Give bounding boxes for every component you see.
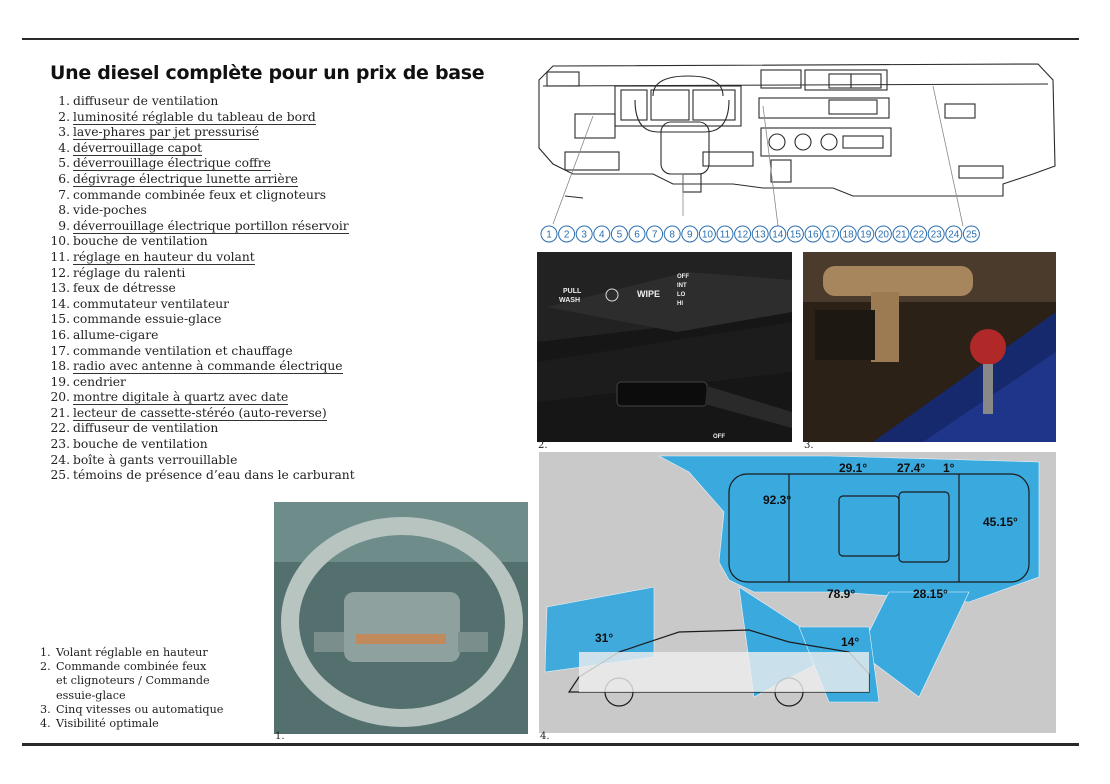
equipment-text: commande essuie-glace (73, 312, 222, 327)
equipment-text: commande ventilation et chauffage (73, 343, 293, 358)
equipment-text: montre digitale à quartz avec date (73, 390, 289, 405)
callout-number (541, 226, 557, 242)
equipment-number: 22. (50, 421, 70, 436)
angle-front-right: 27.4° (897, 461, 926, 475)
equipment-text: radio avec antenne à commande électrique (73, 359, 343, 374)
photo-captions (40, 646, 223, 731)
equipment-number: 7. (58, 187, 70, 202)
equipment-text: déverrouillage capot (73, 140, 203, 155)
callout-number (559, 226, 575, 242)
callout-label: 4 (599, 229, 605, 241)
equipment-text: feux de détresse (73, 281, 176, 296)
equipment-number: 18. (50, 359, 70, 374)
equipment-item (44, 437, 355, 453)
equipment-number: 16. (50, 327, 70, 342)
callout-label: 9 (687, 229, 693, 241)
equipment-item (44, 375, 355, 391)
callout-number (699, 226, 715, 242)
equipment-text: réglage du ralenti (73, 265, 186, 280)
equipment-text: déverrouillage électrique portillon réservoir (73, 218, 349, 233)
equipment-text: témoins de présence d’eau dans le carburant (73, 468, 355, 483)
caption-number: 3. (40, 702, 51, 716)
equipment-item (44, 328, 355, 344)
caption-text: et clignoteurs / Commande (56, 674, 210, 688)
caption-number: 2. (40, 660, 51, 674)
equipment-item (44, 156, 355, 172)
callout-number (717, 226, 733, 242)
caption-item (40, 703, 223, 717)
equipment-item (44, 468, 355, 484)
callout-label: 3 (581, 229, 587, 241)
equipment-text: boîte à gants verrouillable (73, 452, 238, 467)
equipment-number: 21. (50, 405, 70, 420)
equipment-item (44, 203, 355, 219)
stalk-int-label: INT (677, 283, 687, 289)
equipment-item (44, 234, 355, 250)
callout-number (963, 226, 979, 242)
angle-front-left: 29.1° (839, 461, 868, 475)
equipment-item (44, 219, 355, 235)
equipment-item (44, 141, 355, 157)
callout-number (664, 226, 680, 242)
angle-left-side: 92.3° (763, 493, 792, 507)
callout-number (946, 226, 962, 242)
equipment-number: 12. (50, 265, 70, 280)
callout-number (611, 226, 627, 242)
equipment-number: 20. (50, 390, 70, 405)
equipment-text: cendrier (73, 374, 126, 389)
equipment-item (44, 344, 355, 360)
equipment-text: luminosité réglable du tableau de bord (73, 109, 316, 124)
equipment-number: 19. (50, 374, 70, 389)
caption-text: Volant réglable en hauteur (56, 646, 208, 659)
equipment-number: 11. (50, 249, 70, 264)
callout-number (823, 226, 839, 242)
callout-number (805, 226, 821, 242)
equipment-text: allume-cigare (73, 327, 159, 342)
callout-number (875, 226, 891, 242)
page-title: Une diesel complète pour un prix de base (50, 62, 485, 84)
equipment-text: déverrouillage électrique coffre (73, 156, 271, 171)
callout-label: 10 (701, 229, 713, 241)
callout-number (735, 226, 751, 242)
callout-number (840, 226, 856, 242)
equipment-number: 17. (50, 343, 70, 358)
callout-label: 1 (546, 229, 552, 241)
gear-shift-photo (803, 252, 1056, 442)
steering-wheel-photo (274, 502, 528, 734)
equipment-number: 1. (58, 94, 70, 108)
caption-item (40, 717, 223, 731)
caption-text: essuie-glace (56, 688, 126, 702)
angle-windshield: 31° (595, 631, 614, 645)
stalk-lights-off-label: OFF (713, 434, 725, 440)
caption-item (40, 646, 223, 660)
stalk-off-label: OFF (677, 274, 689, 280)
caption-item (40, 660, 223, 703)
equipment-number: 2. (58, 109, 70, 124)
equipment-text: bouche de ventilation (73, 437, 208, 452)
callout-number (911, 226, 927, 242)
callout-number-row (540, 222, 995, 246)
callout-number (594, 226, 610, 242)
caption-number: 4. (40, 717, 51, 731)
equipment-item (44, 266, 355, 282)
equipment-number: 10. (50, 234, 70, 249)
callout-number (858, 226, 874, 242)
equipment-text: commande combinée feux et clignoteurs (73, 187, 327, 202)
callout-label: 21 (895, 229, 907, 241)
equipment-number: 14. (50, 296, 70, 311)
stalk-pull-label: PULL (563, 288, 582, 295)
equipment-text: diffuseur de ventilation (73, 421, 219, 436)
visibility-diagram (539, 452, 1056, 733)
angle-front-narrow: 1° (943, 461, 955, 475)
equipment-text: diffuseur de ventilation (73, 94, 219, 108)
equipment-item (44, 172, 355, 188)
photo-4-label: 4. (540, 731, 550, 742)
callout-number (629, 226, 645, 242)
callout-label: 14 (772, 229, 784, 241)
callout-number (576, 226, 592, 242)
equipment-number: 3. (58, 125, 70, 140)
callout-label: 20 (877, 229, 889, 241)
callout-label: 25 (965, 229, 977, 241)
equipment-item (44, 297, 355, 313)
callout-label: 12 (737, 229, 749, 241)
callout-label: 18 (842, 229, 854, 241)
angle-rear-right: 28.15° (913, 587, 948, 601)
equipment-text: lecteur de cassette-stéréo (auto-reverse) (73, 405, 327, 420)
callout-label: 17 (825, 229, 837, 241)
callout-number (893, 226, 909, 242)
equipment-item (44, 125, 355, 141)
equipment-item (44, 390, 355, 406)
angle-rear-left: 78.9° (827, 587, 856, 601)
equipment-number: 15. (50, 312, 70, 327)
equipment-item (44, 188, 355, 204)
equipment-text: commutateur ventilateur (73, 296, 230, 311)
equipment-number: 6. (58, 171, 70, 186)
combination-switch-photo (537, 252, 792, 442)
photo-2-label: 2. (538, 440, 548, 451)
callout-number (647, 226, 663, 242)
equipment-text: dégivrage électrique lunette arrière (73, 171, 298, 186)
callout-label: 11 (719, 229, 731, 241)
equipment-number: 23. (50, 437, 70, 452)
equipment-text: lave-phares par jet pressurisé (73, 125, 260, 140)
equipment-number: 4. (58, 140, 70, 155)
equipment-number: 5. (58, 156, 70, 171)
callout-label: 5 (616, 229, 623, 241)
equipment-number: 24. (50, 452, 70, 467)
equipment-number: 13. (50, 281, 70, 296)
callout-number (682, 226, 698, 242)
equipment-item (44, 250, 355, 266)
equipment-item (44, 359, 355, 375)
caption-number: 1. (40, 646, 51, 659)
callout-number (787, 226, 803, 242)
equipment-text: réglage en hauteur du volant (73, 249, 255, 264)
callout-label: 2 (563, 229, 570, 241)
callout-label: 16 (807, 229, 819, 241)
equipment-text: bouche de ventilation (73, 234, 208, 249)
caption-text: Cinq vitesses ou automatique (56, 702, 224, 716)
equipment-number: 8. (58, 203, 70, 218)
callout-label: 7 (651, 229, 658, 241)
equipment-list (44, 94, 355, 484)
stalk-wash-label: WASH (559, 297, 580, 304)
callout-label: 23 (930, 229, 942, 241)
caption-text: Visibilité optimale (56, 717, 159, 731)
callout-label: 15 (789, 229, 801, 241)
callout-label: 24 (948, 229, 960, 241)
callout-label: 6 (634, 229, 640, 241)
equipment-item (44, 110, 355, 126)
equipment-number: 9. (58, 218, 70, 233)
callout-label: 19 (860, 229, 872, 241)
photo-3-label: 3. (804, 440, 814, 451)
angle-right-side: 45.15° (983, 515, 1018, 529)
equipment-item (44, 94, 355, 110)
stalk-hi-label: HI (677, 301, 683, 307)
callout-number (752, 226, 768, 242)
equipment-item (44, 406, 355, 422)
stalk-lo-label: LO (677, 292, 686, 298)
callout-label: 13 (754, 229, 766, 241)
photo-1-label: 1. (275, 731, 285, 742)
equipment-number: 25. (50, 468, 70, 483)
equipment-item (44, 453, 355, 469)
equipment-item (44, 421, 355, 437)
caption-text: Commande combinée feux (56, 660, 207, 674)
stalk-wipe-label: WIPE (637, 289, 661, 299)
callout-number (928, 226, 944, 242)
equipment-text: vide-poches (73, 203, 147, 218)
callout-label: 22 (913, 229, 925, 241)
callout-label: 8 (669, 229, 675, 241)
angle-rear-window: 14° (841, 635, 860, 649)
callout-number (770, 226, 786, 242)
equipment-item (44, 312, 355, 328)
equipment-item (44, 281, 355, 297)
